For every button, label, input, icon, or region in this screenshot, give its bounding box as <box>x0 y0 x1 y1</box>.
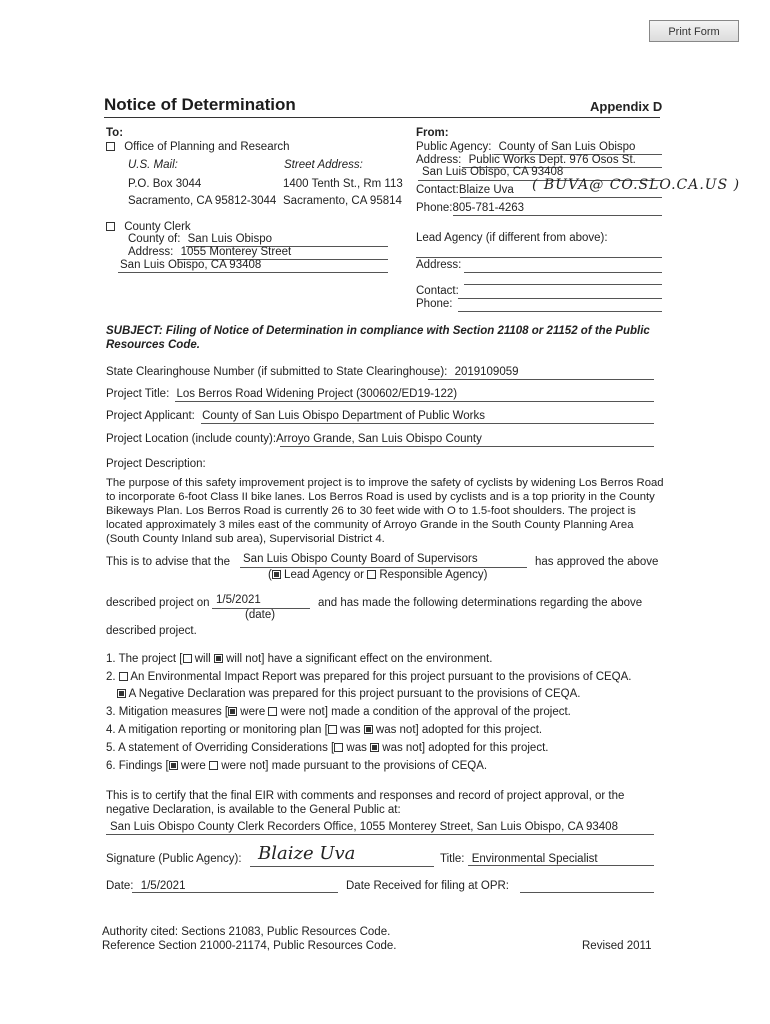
from-agency-row <box>416 141 635 153</box>
clerk-address-value[interactable]: 1055 Monterey Street <box>180 246 292 258</box>
d3-were-label: were <box>240 706 266 718</box>
clerk-address2-underline <box>118 272 388 273</box>
determination-5 <box>106 742 548 754</box>
clerk-address-label: Address: <box>128 246 174 258</box>
location-value[interactable]: Arroyo Grande, San Luis Obispo County <box>276 433 482 445</box>
from-address-row <box>416 154 636 166</box>
d3-text-a: 3. Mitigation measures [ <box>106 706 229 718</box>
determination-2 <box>106 671 632 683</box>
d5-was-label: was <box>346 742 367 754</box>
lead-phone-label: Phone: <box>416 298 453 310</box>
page-title: Notice of Determination <box>104 95 296 114</box>
authority-cited: Authority cited: Sections 21083, Public Resources Code. <box>102 926 391 938</box>
determination-2b <box>117 688 581 700</box>
reference-section: Reference Section 21000-21174, Public Resources Code. <box>102 940 397 952</box>
d5-was-checkbox[interactable] <box>334 743 343 752</box>
d3-were-not-checkbox[interactable] <box>268 707 277 716</box>
opr-row <box>106 141 290 153</box>
advise-agency[interactable]: San Luis Obispo County Board of Supervisors <box>243 553 478 565</box>
signature-title-row <box>440 853 598 865</box>
clerk-row <box>106 221 191 233</box>
date-value[interactable]: 1/5/2021 <box>140 880 186 892</box>
date-label: Date: <box>106 880 134 892</box>
clerk-county-value[interactable]: San Luis Obispo <box>187 233 273 245</box>
d4-was-checkbox[interactable] <box>328 725 337 734</box>
lead-contact-underline <box>458 298 662 299</box>
d2-neg-dec-label: A Negative Declaration was prepared for this project pursuant to the provisions of CEQA. <box>128 688 581 700</box>
from-label: From: <box>416 127 449 139</box>
signature-title-label: Title: <box>440 853 465 865</box>
clerk-address-row <box>128 246 291 258</box>
determination-4 <box>106 724 542 736</box>
appendix-label: Appendix D <box>590 99 663 114</box>
clerk-checkbox[interactable] <box>106 222 115 231</box>
signature-underline <box>250 866 434 867</box>
certify-line1: This is to certify that the final EIR with comments and responses and record of project approval, or the <box>106 790 625 802</box>
project-title-label: Project Title: <box>106 388 170 400</box>
approval-date-label: (date) <box>245 609 276 621</box>
d5-text-c: was not] adopted for this project. <box>382 742 549 754</box>
agency-type-row: ( Lead Agency or Responsible Agency) <box>268 569 488 581</box>
advise-prefix: This is to advise that the <box>106 556 231 568</box>
d6-were-checkbox[interactable] <box>169 761 178 770</box>
opr-street-line1: 1400 Tenth St., Rm 113 <box>283 178 403 190</box>
location-underline <box>280 446 654 447</box>
determination-3 <box>106 706 571 718</box>
advise-agency-underline <box>240 567 527 568</box>
lead-agency-option: Lead Agency or <box>284 569 364 581</box>
responsible-agency-option: Responsible Agency) <box>379 569 488 581</box>
d5-was-not-checkbox[interactable] <box>370 743 379 752</box>
opr-mail-label: U.S. Mail: <box>128 159 178 171</box>
applicant-value[interactable]: County of San Luis Obispo Department of Public Works <box>202 410 486 422</box>
d2-eir-checkbox[interactable] <box>119 672 128 681</box>
d2-neg-dec-checkbox[interactable] <box>117 689 126 698</box>
described-prefix: described project on <box>106 597 210 609</box>
described-end: described project. <box>106 625 197 637</box>
approval-date-value[interactable]: 1/5/2021 <box>216 594 261 606</box>
determination-6 <box>106 760 487 772</box>
signature-label: Signature (Public Agency): <box>106 853 242 865</box>
clerk-address-line2[interactable]: San Luis Obispo, CA 93408 <box>120 259 262 271</box>
lead-address-underline <box>464 272 662 273</box>
d3-text-c: were not] made a condition of the approval of the project. <box>280 706 571 718</box>
applicant-underline <box>201 423 654 424</box>
opr-mail-line1: P.O. Box 3044 <box>128 178 202 190</box>
from-address-value[interactable]: Public Works Dept. 976 Osos St. <box>468 154 636 166</box>
clerk-county-label: County of: <box>128 233 181 245</box>
subject-line1: SUBJECT: Filing of Notice of Determination in compliance with Section 21108 or 21152 of the Public <box>106 325 650 337</box>
responsible-agency-checkbox[interactable] <box>367 570 376 579</box>
advise-suffix: has approved the above <box>535 556 659 568</box>
opr-street-line2: Sacramento, CA 95814 <box>283 195 402 207</box>
header-rule <box>104 117 660 118</box>
opr-checkbox[interactable] <box>106 142 115 151</box>
from-phone-underline <box>453 215 662 216</box>
from-contact-row <box>416 184 514 196</box>
from-phone-label: Phone: <box>416 202 453 214</box>
determination-1 <box>106 653 492 665</box>
d1-text-a: 1. The project [ <box>106 653 183 665</box>
opr-street-label: Street Address: <box>284 159 363 171</box>
lead-address2-underline <box>464 284 662 285</box>
project-title-underline <box>175 401 654 402</box>
to-label: To: <box>106 127 124 139</box>
sch-row <box>106 366 519 378</box>
d2-number: 2. <box>106 671 116 683</box>
d1-will-label: will <box>194 653 211 665</box>
clerk-county-row <box>128 233 272 245</box>
description-label: Project Description: <box>106 458 206 470</box>
from-agency-value[interactable]: County of San Luis Obispo <box>498 141 636 153</box>
description-text[interactable]: The purpose of this safety improvement project is to improve the safety of cyclists by widening Los Berros Road to incorporate 6-foot Class II bike lanes. Los Berros Road is used by cyclists and is a top priority in the County Bikeways Plan. Los Berros Road is currently 26 to 30 feet wide with O to 1.5-foot shoulders. The project is located approximately 3 miles east of the community of Arroyo Grande in the South County Planning Area (South County Inland sub area), Supervisorial District 4. <box>106 477 664 545</box>
lead-agency-checkbox[interactable] <box>272 570 281 579</box>
d1-will-checkbox[interactable] <box>183 654 192 663</box>
d4-was-not-checkbox[interactable] <box>364 725 373 734</box>
from-phone-value[interactable]: 805-781-4263 <box>452 202 525 214</box>
d3-were-checkbox[interactable] <box>228 707 237 716</box>
sch-underline <box>428 379 654 380</box>
from-contact-label: Contact: <box>416 184 459 196</box>
print-form-button[interactable]: Print Form <box>649 20 739 42</box>
signature-title-value[interactable]: Environmental Specialist <box>471 853 598 865</box>
opr-mail-line2: Sacramento, CA 95812-3044 <box>128 195 277 207</box>
d6-were-not-checkbox[interactable] <box>209 761 218 770</box>
opr-name: Office of Planning and Research <box>124 141 290 153</box>
d6-text-c: were not] made pursuant to the provisions of CEQA. <box>221 760 488 772</box>
described-suffix: and has made the following determinations regarding the above <box>318 597 643 609</box>
d1-text-c: will not] have a significant effect on the environment. <box>226 653 493 665</box>
d5-text-a: 5. A statement of Overriding Considerations [ <box>106 742 335 754</box>
from-contact-underline <box>460 197 662 198</box>
applicant-label: Project Applicant: <box>106 410 195 422</box>
project-title-value[interactable]: Los Berros Road Widening Project (300602/ED19-122) <box>176 388 458 400</box>
signature-title-underline <box>468 865 654 866</box>
from-address-line2[interactable]: San Luis Obispo, CA 93408 <box>422 166 564 178</box>
signature-value[interactable]: Blaize Uva <box>258 843 356 864</box>
sch-label: State Clearinghouse Number (if submitted to State Clearinghouse): <box>106 366 448 378</box>
lead-agency-label: Lead Agency (if different from above): <box>416 232 608 244</box>
d4-text-c: was not] adopted for this project. <box>375 724 543 736</box>
d4-was-label: was <box>340 724 361 736</box>
location-row <box>106 433 482 445</box>
from-address-label: Address: <box>416 154 462 166</box>
received-label: Date Received for filing at OPR: <box>346 880 509 892</box>
received-underline <box>520 892 654 893</box>
certify-location[interactable]: San Luis Obispo County Clerk Recorders Office, 1055 Monterey Street, San Luis Obispo, CA 93408 <box>110 821 618 833</box>
d2-eir-label: An Environmental Impact Report was prepared for this project pursuant to the provisions of CEQA. <box>130 671 632 683</box>
from-agency-label: Public Agency: <box>416 141 492 153</box>
lead-address-label: Address: <box>416 259 462 271</box>
from-phone-row <box>416 202 524 214</box>
d4-text-a: 4. A mitigation reporting or monitoring plan [ <box>106 724 328 736</box>
title-row <box>106 388 457 400</box>
lead-agency-underline <box>416 257 662 258</box>
lead-phone-underline <box>458 311 662 312</box>
clerk-name: County Clerk <box>124 221 191 233</box>
d1-will-not-checkbox[interactable] <box>214 654 223 663</box>
d6-were-label: were <box>180 760 206 772</box>
certify-line2: negative Declaration, is available to the General Public at: <box>106 804 401 816</box>
location-label: Project Location (include county): <box>106 433 277 445</box>
applicant-row <box>106 410 485 422</box>
revised-label: Revised 2011 <box>582 940 652 952</box>
date-row <box>106 880 185 892</box>
sch-value[interactable]: 2019109059 <box>454 366 519 378</box>
d6-text-a: 6. Findings [ <box>106 760 169 772</box>
certify-location-underline <box>106 834 654 835</box>
date-underline <box>132 892 338 893</box>
from-contact-value[interactable]: Blaize Uva <box>458 184 514 196</box>
from-contact-handwritten: ( BUVA@ CO.SLO.CA.US ) <box>532 177 741 193</box>
subject-line2: Resources Code. <box>106 339 200 351</box>
lead-contact-label: Contact: <box>416 285 459 297</box>
